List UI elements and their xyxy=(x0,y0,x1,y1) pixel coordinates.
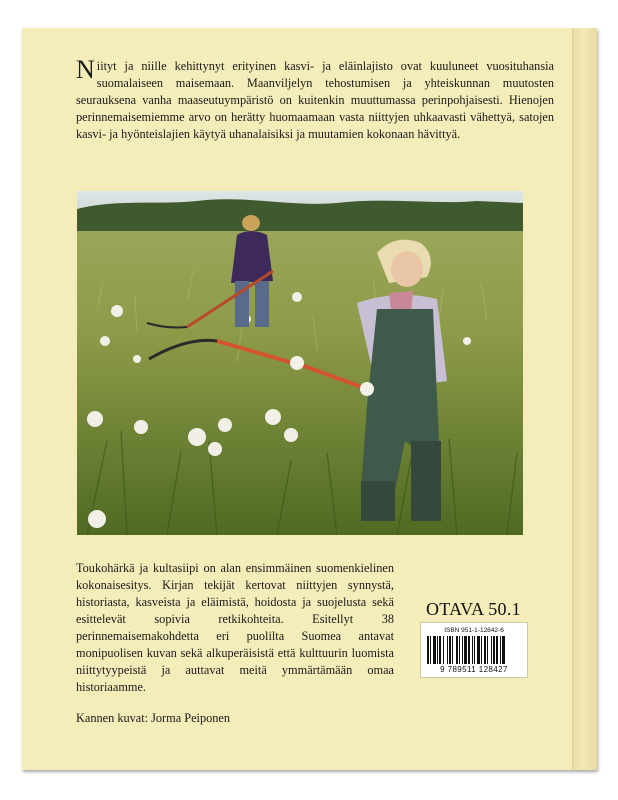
barcode-bars xyxy=(427,636,521,664)
book-spine xyxy=(572,28,597,770)
ean-number: 9 789511 128427 xyxy=(440,665,508,674)
barcode-bar xyxy=(477,636,480,664)
barcode-bar xyxy=(437,636,438,664)
intro-paragraph xyxy=(76,55,554,143)
barcode-bar xyxy=(491,636,492,664)
barcode-bar xyxy=(443,636,444,664)
barcode-bar xyxy=(430,636,431,664)
barcode-bar xyxy=(484,636,486,664)
barcode-label xyxy=(420,622,528,678)
book-description: Toukohärkä ja kultasiipi on alan ensimmäinen suomenkielinen kokonaisesitys. Kirjan tekijät kertovat niittyjen synnystä, historiasta, kasveista ja eläimistä, hoidosta ja suojelusta sekä esittelevät sopivia retkikohteita. Esitellyt 38 perinnemaisemakohdetta eri puolilta Suomea antavat monipuolisen kuvan sekä alkuperäisistä että kulttuurin luomista niittytyypeistä ja auttavat meitä ymmärtämään omaa historiaamme. xyxy=(76,561,394,694)
barcode-bar xyxy=(433,636,436,664)
barcode-bar xyxy=(439,636,441,664)
isbn-number: ISBN 951-1-12842-6 xyxy=(444,627,504,634)
meadow-photo-illustration xyxy=(77,191,523,535)
cover-photo-credits: Kannen kuvat: Jorma Peiponen xyxy=(76,711,231,725)
barcode-bar xyxy=(481,636,482,664)
barcode-bar xyxy=(449,636,451,664)
barcode-bar xyxy=(474,636,475,664)
barcode-bar xyxy=(456,636,458,664)
barcode-bar xyxy=(472,636,473,664)
barcode-bar xyxy=(427,636,429,664)
barcode-bar xyxy=(459,636,460,664)
publisher-code: OTAVA 50.1 xyxy=(426,599,521,619)
barcode-bar xyxy=(487,636,488,664)
barcode-bar xyxy=(447,636,448,664)
barcode-bar xyxy=(493,636,495,664)
barcode-bar xyxy=(464,636,467,664)
barcode-bar xyxy=(500,636,501,664)
barcode-bar xyxy=(502,636,505,664)
barcode-bar xyxy=(496,636,498,664)
cover-photo-meadow-mowing xyxy=(77,191,523,535)
barcode-bar xyxy=(452,636,453,664)
barcode-bar xyxy=(462,636,463,664)
barcode-bar xyxy=(468,636,470,664)
drop-cap: N xyxy=(76,55,95,84)
book-back-cover xyxy=(22,28,597,770)
intro-text: iityt ja niille kehittynyt erityinen kasvi- ja eläinlajisto ovat kuuluneet vuosituhansia suomalaiseen maisemaan. Maanviljelyn tehostumisen ja yhteiskunnan muutosten seurauksena vanha maaseutuympäristö on kuitenkin muuttumassa perinpohjaisesti. Hienojen perinnemaisemiemme arvo on herätty huomaamaan vasta niittyjen uhkaavasti vähettyä, satojen kasvi- ja hyönteislajien käytyä uhanalaisiksi ja muutamien kokonaan hävittyä. xyxy=(76,59,554,141)
